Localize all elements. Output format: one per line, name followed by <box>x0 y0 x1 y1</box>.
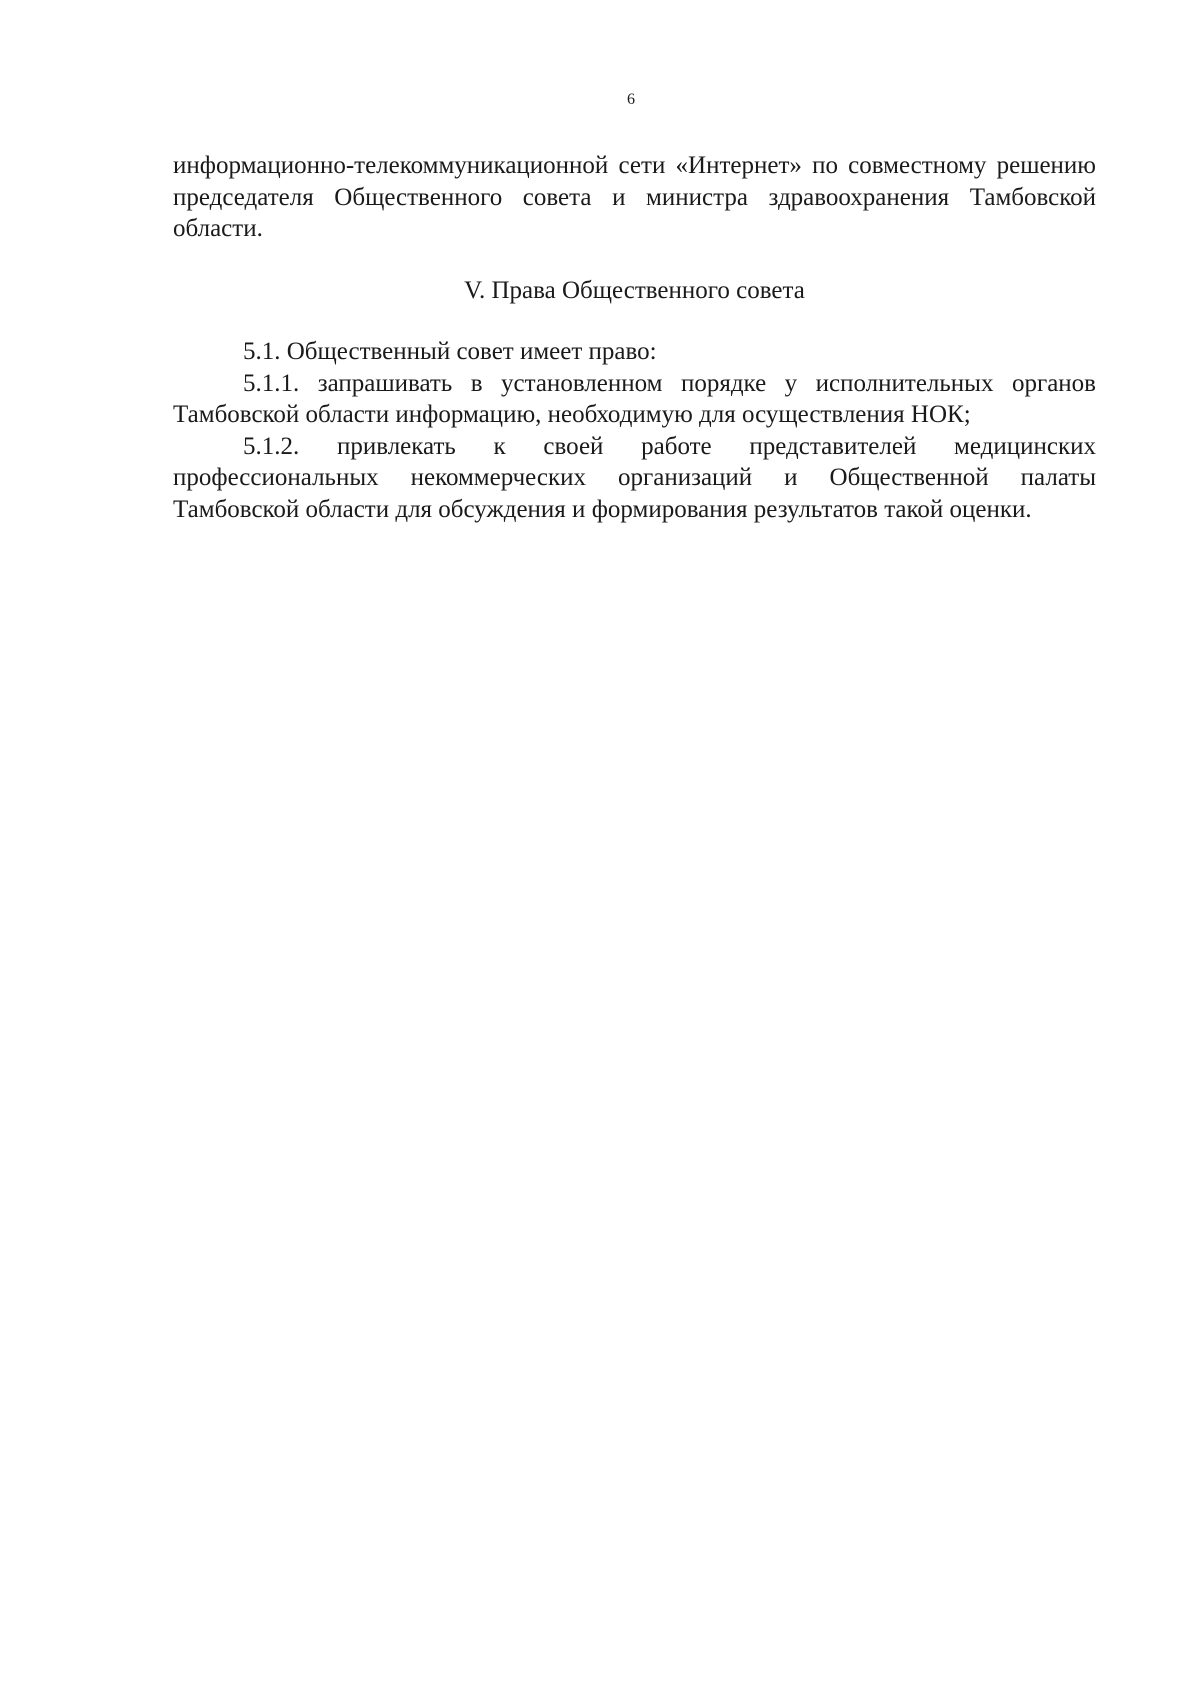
document-body <box>173 150 1096 525</box>
paragraph-continuation: информационно-телекоммуникационной сети «Интернет» по совместному решению председателя Общественного совета и министра здравоохранения Тамбовской области. <box>173 152 1096 242</box>
clause-5-1-2: 5.1.2. привлекать к своей работе представителей медицинских профессиональных некоммерческих организаций и Общественной палаты Тамбовской области для обсуждения и формирования результатов такой оценки. <box>173 432 1096 523</box>
clause-5-1-1: 5.1.1. запрашивать в установленном порядке у исполнительных органов Тамбовской области информацию, необходимую для осуществления НОК; <box>173 369 1096 428</box>
clause-5-1: 5.1. Общественный совет имеет право: <box>243 338 657 365</box>
page-number: 6 <box>627 91 635 108</box>
section-heading: V. Права Общественного совета <box>464 276 805 304</box>
